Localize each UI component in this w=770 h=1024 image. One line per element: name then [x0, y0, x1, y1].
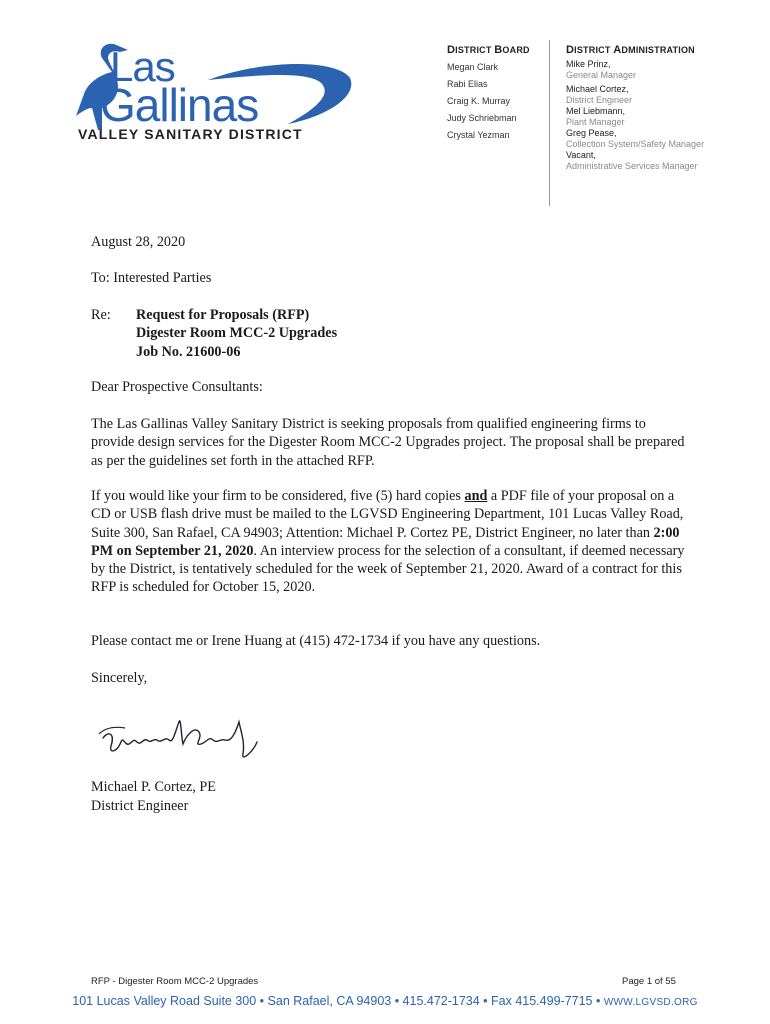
logo-wordmark-line2: Gallinas	[100, 79, 259, 131]
admin-staff-name: Vacant,	[566, 150, 596, 160]
submission-deadline: 2:00 PM on September 21, 2020	[91, 524, 680, 559]
subject-block	[136, 306, 337, 361]
body-paragraph-2: If you would like your firm to be considered, five (5) hard copies and a PDF file of your proposal on a CD or USB flash drive must be mailed to the LGVSD Engineering Department, 101 Lucas Valley Road, Suite 300, San Rafael, CA 94903; Attention: Michael P. Cortez PE, District Engineer, no later than 2:00 PM on September 21, 2020. An interview process for the selection of a consultant, if deemed necessary by the District, is tentatively scheduled for the week of September 21, 2020. Award of a contract for this RFP is scheduled for October 15, 2020.	[91, 488, 685, 596]
admin-staff-entry	[566, 150, 698, 172]
board-member: Megan Clark	[447, 62, 499, 72]
admin-staff-entry	[566, 84, 632, 106]
subject-line: Digester Room MCC-2 Upgrades	[136, 325, 338, 342]
header-divider	[549, 40, 550, 206]
administration-heading: DISTRICT ADMINISTRATION	[566, 44, 695, 56]
letter-date: August 28, 2020	[91, 234, 186, 250]
admin-staff-title: Administrative Services Manager	[566, 161, 698, 171]
subject-label: Re:	[91, 307, 111, 323]
admin-staff-entry	[566, 106, 625, 128]
board-heading: DISTRICT BOARD	[447, 44, 530, 56]
board-member: Judy Schriebman	[447, 113, 517, 123]
admin-staff-name: Greg Pease,	[566, 128, 617, 138]
admin-staff-title: District Engineer	[566, 95, 633, 105]
board-member: Crystal Yezman	[447, 130, 510, 140]
signer-title: District Engineer	[91, 798, 189, 814]
board-member: Rabi Elias	[447, 79, 488, 89]
board-member: Craig K. Murray	[447, 96, 511, 106]
letter-recipient: To: Interested Parties	[91, 270, 212, 286]
admin-staff-title: Collection System/Safety Manager	[566, 139, 705, 149]
body-paragraph-1: The Las Gallinas Valley Sanitary District is seeking proposals from qualified engineering firms to provide design services for the Digester Room MCC-2 Upgrades project. The proposal shall be prepared as per the guidelines set forth in the attached RFP.	[91, 416, 685, 469]
emphasis-and: and	[464, 488, 488, 504]
admin-staff-entry	[566, 59, 636, 81]
body-paragraph-3: Please contact me or Irene Huang at (415) 472-1734 if you have any questions.	[91, 633, 541, 649]
admin-staff-name: Mike Prinz,	[566, 59, 611, 69]
signer-name: Michael P. Cortez, PE	[91, 779, 216, 795]
letter-closing: Sincerely,	[91, 670, 148, 686]
page-number: Page 1 of 55	[622, 976, 676, 987]
logo-wordmark-line1: Las	[110, 43, 175, 90]
letter-greeting: Dear Prospective Consultants:	[91, 379, 263, 395]
logo-tagline: VALLEY SANITARY DISTRICT	[78, 126, 303, 142]
website-link[interactable]: WWW.LGVSD.ORG	[603, 997, 698, 1008]
admin-staff-name: Michael Cortez,	[566, 84, 629, 94]
admin-staff-title: General Manager	[566, 70, 637, 80]
admin-staff-title: Plant Manager	[566, 117, 625, 127]
handwritten-signature	[95, 712, 275, 764]
admin-staff-entry	[566, 128, 704, 150]
footer-document-title: RFP - Digester Room MCC-2 Upgrades	[91, 976, 259, 987]
footer-address: 101 Lucas Valley Road Suite 300 • San Rafael, CA 94903 • 415.472-1734 • Fax 415.499-7715 • WWW.LGVSD.ORG	[72, 994, 698, 1008]
subject-line: Request for Proposals (RFP)	[136, 307, 310, 323]
subject-line: Job No. 21600-06	[136, 343, 241, 360]
admin-staff-name: Mel Liebmann,	[566, 106, 626, 116]
